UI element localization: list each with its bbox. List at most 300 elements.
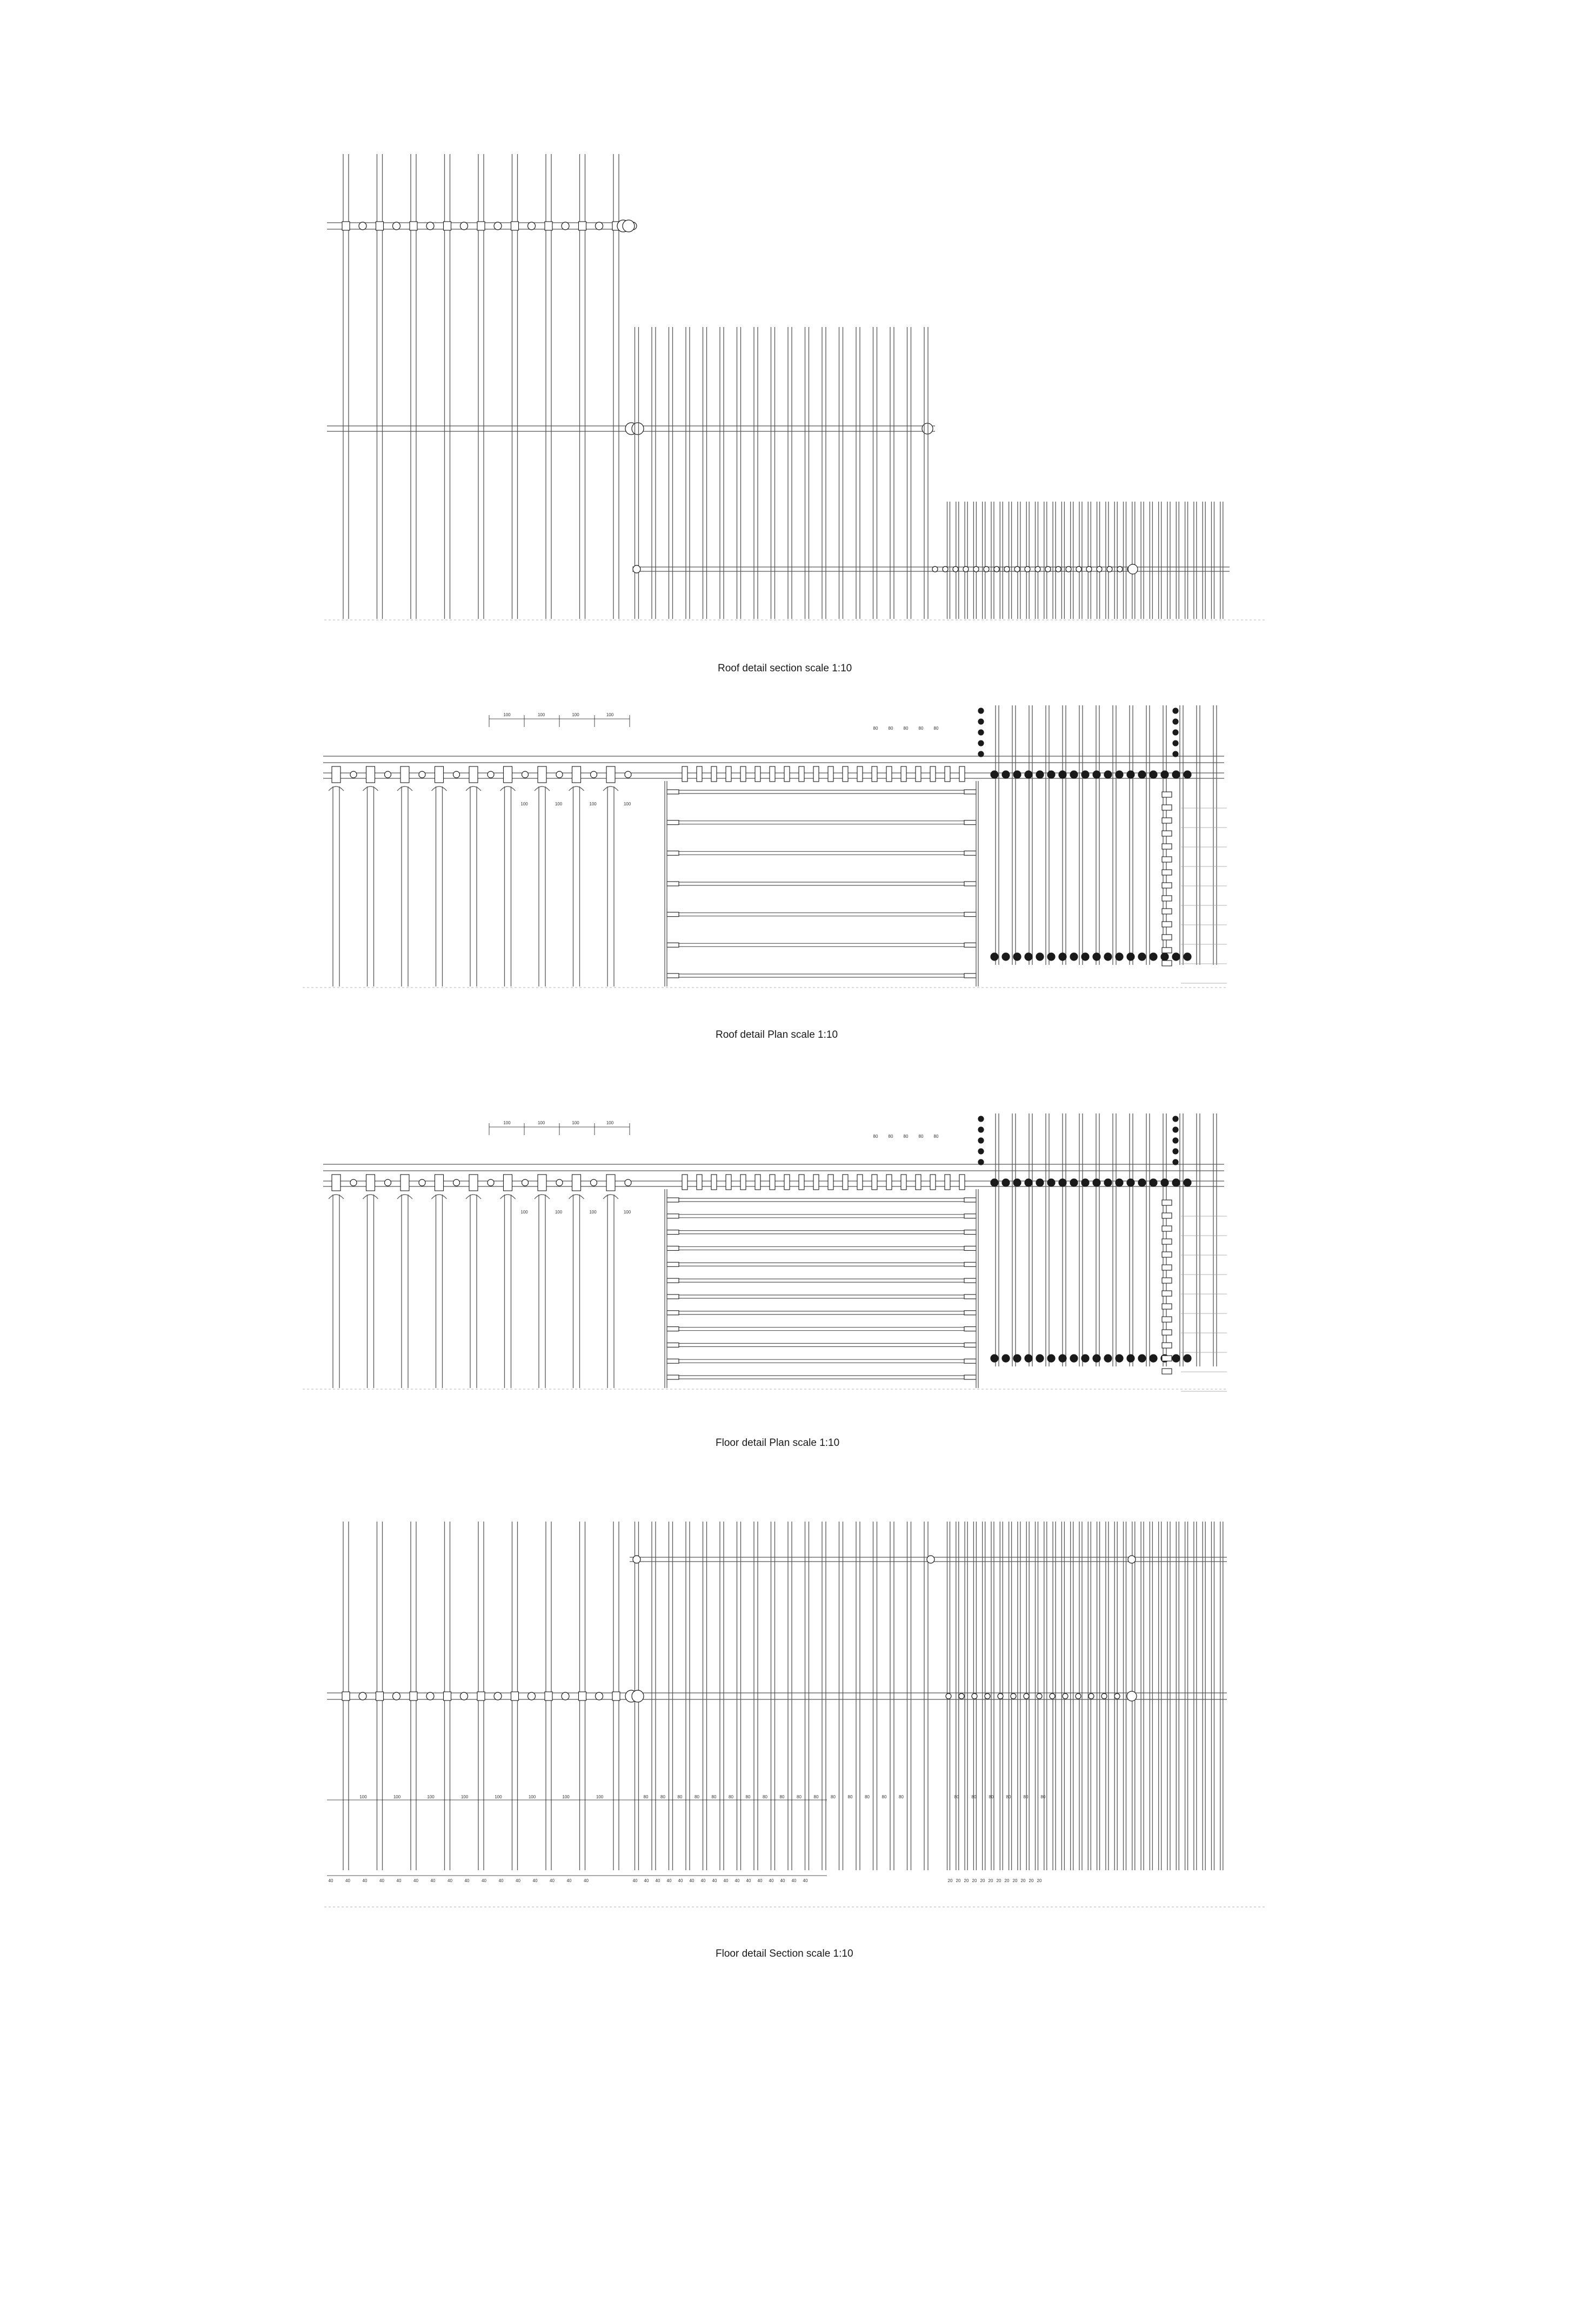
- beam-clamp: [342, 1692, 350, 1700]
- rod-cap: [466, 786, 481, 791]
- side-clamp: [1162, 792, 1172, 797]
- dimension-label: 20: [1029, 1878, 1034, 1883]
- stripe-clamp: [667, 943, 679, 947]
- dimension-label: 80: [797, 1795, 802, 1799]
- stripe-clamp: [667, 1343, 679, 1347]
- dark-joint: [1173, 719, 1178, 724]
- beam-clamp: [410, 1692, 417, 1700]
- dimension-label: 80: [933, 726, 939, 731]
- joint-ring: [1089, 1693, 1094, 1699]
- rail-clamp: [366, 766, 375, 783]
- dimension-label: 80: [1006, 1795, 1011, 1799]
- dark-joint: [1184, 953, 1191, 961]
- stripe-clamp: [667, 1262, 679, 1266]
- stripe-clamp: [964, 1375, 976, 1379]
- rod-cap: [363, 786, 378, 791]
- dark-joint: [1081, 1355, 1089, 1362]
- rod-cap: [603, 1195, 618, 1199]
- dimension-label: 40: [584, 1878, 589, 1883]
- joint-ring: [932, 566, 938, 572]
- dimension-label: 80: [1040, 1795, 1046, 1799]
- dark-joint: [1059, 771, 1066, 778]
- dark-joint: [978, 741, 984, 746]
- dark-joint: [1036, 1355, 1044, 1362]
- rail-clamp: [572, 766, 581, 783]
- stripe-clamp: [667, 912, 679, 917]
- rail-clamp: [945, 766, 950, 782]
- joint-ring: [556, 771, 563, 778]
- beam-clamp: [511, 1692, 519, 1700]
- rail-clamp: [857, 1175, 863, 1190]
- dimension-label: 100: [606, 712, 614, 717]
- dark-joint: [1116, 1179, 1123, 1186]
- dimension-label: 80: [1023, 1795, 1029, 1799]
- dimension-label: 40: [532, 1878, 538, 1883]
- side-clamp: [1162, 1304, 1172, 1309]
- dimension-label: 80: [865, 1795, 870, 1799]
- dimension-label: 80: [660, 1795, 665, 1799]
- joint-ring: [998, 1693, 1003, 1699]
- dimension-label: 20: [956, 1878, 961, 1883]
- dark-joint: [1184, 771, 1191, 778]
- beam-clamp: [612, 1692, 620, 1700]
- stripe-clamp: [667, 1295, 679, 1299]
- dark-joint: [1161, 771, 1168, 778]
- dimension-label: 40: [566, 1878, 572, 1883]
- stripe-clamp: [964, 1246, 976, 1250]
- rail-clamp: [504, 1175, 512, 1191]
- dark-joint: [1184, 1179, 1191, 1186]
- rail-clamp: [843, 766, 848, 782]
- stripe-clamp: [964, 1327, 976, 1331]
- rail-clamp: [916, 1175, 921, 1190]
- dark-joint: [1173, 741, 1178, 746]
- rail-clamp: [697, 766, 702, 782]
- dark-joint: [1013, 953, 1021, 961]
- dark-joint: [1173, 708, 1178, 713]
- end-ring: [633, 1556, 640, 1563]
- dimension-label: 100: [359, 1795, 367, 1799]
- side-clamp: [1162, 857, 1172, 862]
- dark-joint: [1025, 1179, 1032, 1186]
- rail-clamp: [945, 1175, 950, 1190]
- joint-ring: [985, 1693, 990, 1699]
- dark-joint: [1116, 1355, 1123, 1362]
- rail-clamp: [538, 766, 546, 783]
- joint-ring: [625, 1179, 631, 1186]
- side-clamp: [1162, 909, 1172, 914]
- dark-joint: [1059, 1179, 1066, 1186]
- stripe-clamp: [667, 1311, 679, 1315]
- joint-ring: [460, 1692, 468, 1700]
- dark-joint: [991, 1179, 998, 1186]
- dark-joint: [1070, 771, 1078, 778]
- side-clamp: [1162, 831, 1172, 836]
- dark-joint: [1081, 953, 1089, 961]
- dimension-label: 80: [903, 726, 909, 731]
- joint-ring: [460, 222, 468, 230]
- beam-clamp: [579, 1692, 586, 1700]
- beam-clamp: [444, 222, 451, 230]
- dark-joint: [1002, 1179, 1010, 1186]
- dark-joint: [1150, 771, 1157, 778]
- dark-joint: [1172, 953, 1180, 961]
- dimension-label: 40: [550, 1878, 555, 1883]
- rail-clamp: [740, 1175, 746, 1190]
- joint-ring: [1076, 566, 1081, 572]
- dimension-label: 80: [711, 1795, 717, 1799]
- dimension-label: 20: [947, 1878, 953, 1883]
- rod-cap: [329, 786, 344, 791]
- joint-ring: [393, 1692, 400, 1700]
- dimension-label: 100: [520, 802, 528, 806]
- dark-joint: [1138, 1179, 1146, 1186]
- dimension-label: 80: [779, 1795, 785, 1799]
- rail-clamp: [332, 766, 340, 783]
- dimension-label: 80: [888, 726, 893, 731]
- joint-ring: [1011, 1693, 1016, 1699]
- rod-cap: [363, 1195, 378, 1199]
- stripe-clamp: [667, 1359, 679, 1363]
- beam-clamp: [477, 1692, 485, 1700]
- joint-ring: [943, 566, 948, 572]
- dimension-label: 100: [460, 1795, 469, 1799]
- dimension-label: 100: [623, 802, 631, 806]
- dimension-label: 100: [555, 802, 563, 806]
- rail-clamp: [726, 766, 731, 782]
- dimension-label: 80: [729, 1795, 733, 1799]
- rail-clamp: [828, 1175, 833, 1190]
- rail-clamp: [740, 766, 746, 782]
- joint-ring: [522, 771, 529, 778]
- stripe-clamp: [964, 1198, 976, 1202]
- joint-ring: [1063, 1693, 1068, 1699]
- dimension-label: 40: [655, 1878, 660, 1883]
- dimension-label: 100: [528, 1795, 536, 1799]
- dark-joint: [978, 708, 984, 713]
- side-clamp: [1162, 1213, 1172, 1218]
- dark-joint: [1138, 953, 1146, 961]
- joint-ring: [953, 566, 958, 572]
- dark-joint: [1173, 1138, 1178, 1143]
- side-clamp: [1162, 961, 1172, 966]
- dark-joint: [1093, 771, 1100, 778]
- dark-joint: [1013, 1355, 1021, 1362]
- side-clamp: [1162, 1278, 1172, 1283]
- dimension-label: 100: [537, 712, 545, 717]
- rod-cap: [569, 786, 584, 791]
- joint-ring: [591, 1179, 597, 1186]
- side-clamp: [1162, 1200, 1172, 1205]
- joint-ring: [494, 222, 502, 230]
- beam-clamp: [376, 1692, 384, 1700]
- dark-joint: [1002, 771, 1010, 778]
- dimension-label: 40: [723, 1878, 729, 1883]
- joint-ring: [1004, 566, 1010, 572]
- beam-clamp: [376, 222, 384, 230]
- side-clamp: [1162, 883, 1172, 888]
- dark-joint: [1161, 1179, 1168, 1186]
- joint-ring: [393, 222, 400, 230]
- dark-joint: [1172, 1179, 1180, 1186]
- joint-ring: [350, 771, 357, 778]
- side-clamp: [1162, 1252, 1172, 1257]
- beam-clamp: [410, 222, 417, 230]
- floor-section-caption: Floor detail Section scale 1:10: [716, 1948, 853, 1959]
- dark-joint: [1047, 1355, 1055, 1362]
- dark-joint: [978, 730, 984, 735]
- rail-clamp: [770, 766, 775, 782]
- stripe-clamp: [667, 821, 679, 825]
- dimension-label: 20: [1004, 1878, 1010, 1883]
- dimension-label: 80: [677, 1795, 683, 1799]
- rail-clamp: [435, 1175, 444, 1191]
- joint-ring: [1035, 566, 1040, 572]
- dimension-label: 100: [427, 1795, 435, 1799]
- joint-ring: [1024, 1693, 1029, 1699]
- end-ring: [1127, 1691, 1137, 1701]
- beam-clamp: [545, 1692, 552, 1700]
- joint-ring: [385, 771, 391, 778]
- rail-clamp: [435, 766, 444, 783]
- dimension-label: 40: [632, 1878, 638, 1883]
- joint-ring: [359, 222, 366, 230]
- rod-cap: [500, 786, 516, 791]
- rail-clamp: [886, 766, 892, 782]
- dimension-label: 40: [757, 1878, 763, 1883]
- dimension-label: 40: [644, 1878, 649, 1883]
- dimension-label: 100: [503, 1121, 511, 1125]
- dark-joint: [1025, 1355, 1032, 1362]
- joint-ring: [1097, 566, 1102, 572]
- dark-joint: [1093, 953, 1100, 961]
- side-clamp: [1162, 1317, 1172, 1322]
- dimension-label: 40: [396, 1878, 402, 1883]
- dark-joint: [1173, 751, 1178, 757]
- joint-ring: [528, 222, 536, 230]
- joint-ring: [488, 1179, 494, 1186]
- joint-ring: [1056, 566, 1061, 572]
- dimension-label: 80: [888, 1134, 893, 1139]
- dimension-label: 40: [780, 1878, 785, 1883]
- stripe-clamp: [964, 1295, 976, 1299]
- side-clamp: [1162, 922, 1172, 927]
- joint-ring: [625, 771, 631, 778]
- dark-joint: [1150, 953, 1157, 961]
- joint-ring: [488, 771, 494, 778]
- dark-joint: [978, 751, 984, 757]
- dimension-label: 40: [328, 1878, 333, 1883]
- rail-clamp: [711, 766, 717, 782]
- dimension-label: 100: [572, 712, 579, 717]
- stripe-clamp: [667, 882, 679, 886]
- dimension-label: 80: [899, 1795, 904, 1799]
- dimension-label: 100: [623, 1210, 631, 1215]
- rail-clamp: [504, 766, 512, 783]
- dark-joint: [1172, 1355, 1180, 1362]
- stripe-clamp: [667, 1214, 679, 1218]
- dark-joint: [1059, 953, 1066, 961]
- dimension-label: 20: [972, 1878, 977, 1883]
- dark-joint: [1138, 1355, 1146, 1362]
- dark-joint: [991, 953, 998, 961]
- dimension-label: 20: [1020, 1878, 1026, 1883]
- joint-ring: [1037, 1693, 1042, 1699]
- dark-joint: [978, 1138, 984, 1143]
- side-clamp: [1162, 1265, 1172, 1270]
- dimension-label: 20: [988, 1878, 993, 1883]
- rail-clamp: [930, 766, 936, 782]
- joint-ring: [528, 1692, 536, 1700]
- dimension-label: 100: [537, 1121, 545, 1125]
- end-ring: [927, 1556, 934, 1563]
- beam-clamp: [579, 222, 586, 230]
- joint-ring: [1117, 566, 1123, 572]
- dimension-label: 100: [596, 1795, 604, 1799]
- rail-clamp: [901, 1175, 906, 1190]
- dimension-label: 80: [971, 1795, 977, 1799]
- dark-joint: [978, 1116, 984, 1122]
- roof-section-drawing: [324, 154, 1265, 620]
- dimension-label: 40: [769, 1878, 774, 1883]
- joint-ring: [1025, 566, 1030, 572]
- dimension-label: 80: [873, 1134, 878, 1139]
- end-ring: [632, 1690, 644, 1702]
- rail-clamp: [959, 766, 965, 782]
- dimension-label: 40: [362, 1878, 368, 1883]
- dimension-label: 80: [873, 726, 878, 731]
- dimension-label: 80: [847, 1795, 853, 1799]
- rail-clamp: [606, 1175, 615, 1191]
- rail-clamp: [901, 766, 906, 782]
- dimension-label: 40: [803, 1878, 808, 1883]
- rail-clamp: [828, 766, 833, 782]
- dark-joint: [1104, 953, 1112, 961]
- joint-ring: [522, 1179, 529, 1186]
- side-clamp: [1162, 1369, 1172, 1374]
- dimension-label: 80: [643, 1795, 649, 1799]
- joint-ring: [562, 1692, 569, 1700]
- dimension-label: 80: [695, 1795, 699, 1799]
- stripe-clamp: [964, 1230, 976, 1235]
- rod-cap: [432, 1195, 447, 1199]
- side-clamp: [1162, 1239, 1172, 1244]
- dark-joint: [1070, 1355, 1078, 1362]
- rod-cap: [535, 786, 550, 791]
- joint-ring: [1101, 1693, 1107, 1699]
- dimension-label: 40: [678, 1878, 683, 1883]
- dark-joint: [1116, 771, 1123, 778]
- dimension-label: 40: [712, 1878, 717, 1883]
- dimension-label: 100: [589, 802, 597, 806]
- dark-joint: [1127, 771, 1134, 778]
- side-clamp: [1162, 1330, 1172, 1335]
- dimension-label: 80: [745, 1795, 751, 1799]
- dimension-label: 40: [345, 1878, 350, 1883]
- dimension-label: 80: [813, 1795, 819, 1799]
- dark-joint: [1081, 1179, 1089, 1186]
- rod-cap: [535, 1195, 550, 1199]
- joint-ring: [1114, 1693, 1120, 1699]
- joint-ring: [494, 1692, 502, 1700]
- end-ring: [633, 565, 640, 573]
- side-clamp: [1162, 1226, 1172, 1231]
- dark-joint: [1013, 771, 1021, 778]
- rod-cap: [397, 1195, 412, 1199]
- floor-plan-caption: Floor detail Plan scale 1:10: [716, 1437, 840, 1449]
- dark-joint: [1116, 953, 1123, 961]
- rod-cap: [397, 786, 412, 791]
- stripe-clamp: [667, 1198, 679, 1202]
- dimension-label: 100: [562, 1795, 570, 1799]
- dark-joint: [1104, 1355, 1112, 1362]
- beam-clamp: [342, 222, 350, 230]
- joint-ring: [973, 566, 979, 572]
- rail-clamp: [799, 1175, 804, 1190]
- side-clamp: [1162, 844, 1172, 849]
- joint-ring: [984, 566, 989, 572]
- rail-clamp: [755, 1175, 760, 1190]
- roof-section-caption: Roof detail section scale 1:10: [718, 663, 852, 674]
- rod-cap: [466, 1195, 481, 1199]
- dark-joint: [991, 771, 998, 778]
- side-clamp: [1162, 1343, 1172, 1348]
- dimension-label: 80: [831, 1795, 836, 1799]
- side-clamp: [1162, 805, 1172, 810]
- dark-joint: [1173, 1149, 1178, 1154]
- dimension-label: 40: [791, 1878, 797, 1883]
- rail-clamp: [726, 1175, 731, 1190]
- dark-joint: [1013, 1179, 1021, 1186]
- beam-clamp: [545, 222, 552, 230]
- dimension-label: 80: [763, 1795, 767, 1799]
- dark-joint: [978, 1159, 984, 1165]
- dimension-label: 40: [379, 1878, 384, 1883]
- joint-ring: [1076, 1693, 1081, 1699]
- beam-clamp: [444, 1692, 451, 1700]
- rail-clamp: [843, 1175, 848, 1190]
- rail-clamp: [469, 1175, 478, 1191]
- stripe-clamp: [964, 1359, 976, 1363]
- rail-clamp: [469, 766, 478, 783]
- rail-clamp: [784, 766, 790, 782]
- dark-joint: [1059, 1355, 1066, 1362]
- dimension-label: 40: [448, 1878, 452, 1883]
- joint-ring: [994, 566, 999, 572]
- rail-clamp: [813, 766, 819, 782]
- dimension-label: 40: [464, 1878, 470, 1883]
- joint-ring: [562, 222, 569, 230]
- dark-joint: [1047, 1179, 1055, 1186]
- dimension-label: 100: [503, 712, 511, 717]
- side-clamp: [1162, 896, 1172, 901]
- stripe-clamp: [667, 1278, 679, 1283]
- dark-joint: [978, 1127, 984, 1132]
- joint-ring: [591, 771, 597, 778]
- dark-joint: [1104, 771, 1112, 778]
- roof-plan-drawing: [303, 705, 1227, 988]
- dark-joint: [1173, 1159, 1178, 1165]
- dimension-label: 80: [989, 1795, 994, 1799]
- stripe-clamp: [964, 1214, 976, 1218]
- dark-joint: [1173, 1127, 1178, 1132]
- dark-joint: [1036, 953, 1044, 961]
- dimension-label: 80: [918, 726, 924, 731]
- dimension-label: 40: [482, 1878, 486, 1883]
- rail-clamp: [886, 1175, 892, 1190]
- joint-ring: [963, 566, 969, 572]
- rail-clamp: [872, 1175, 877, 1190]
